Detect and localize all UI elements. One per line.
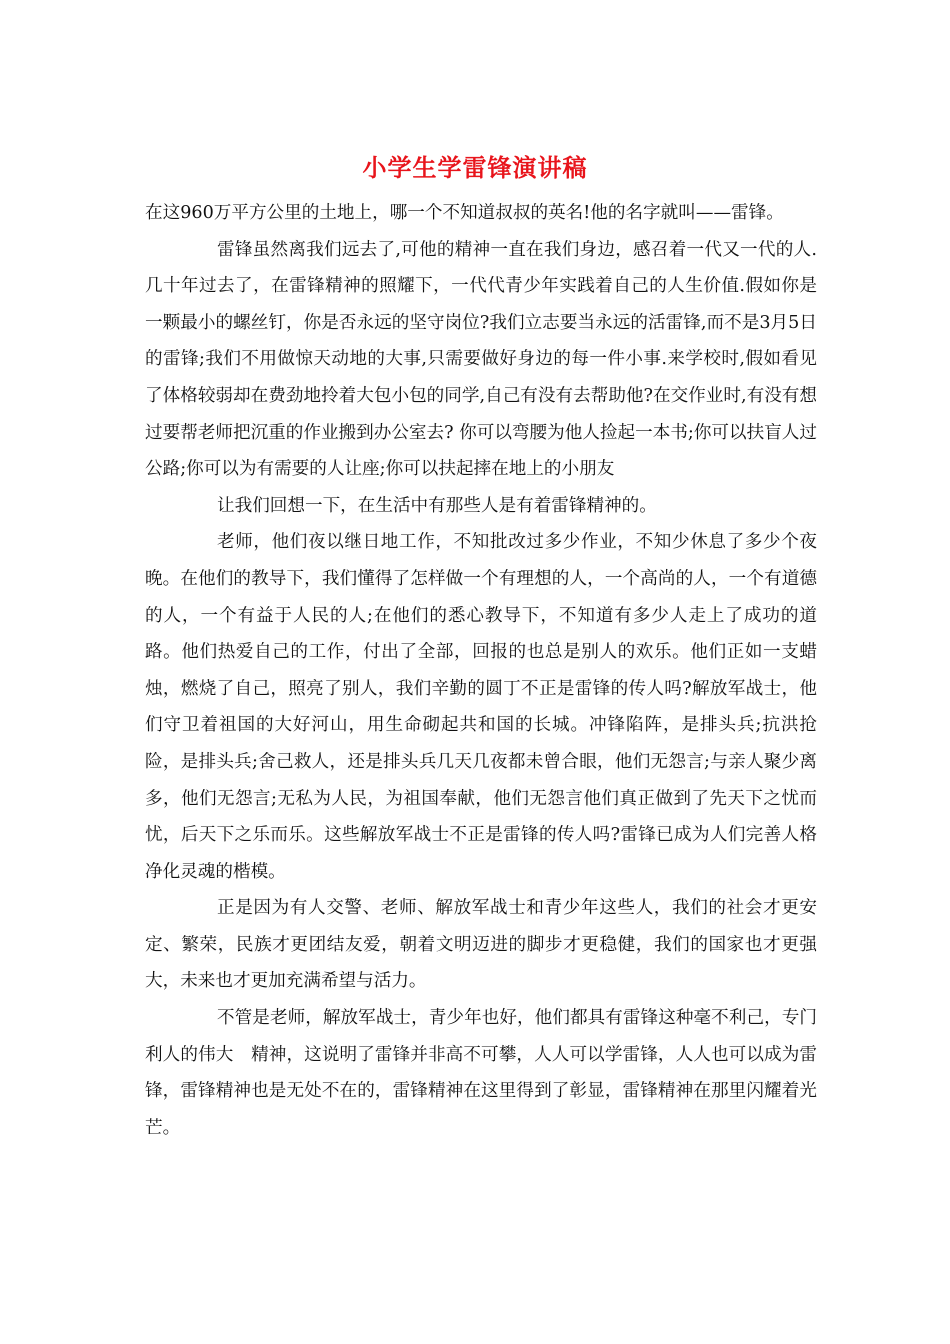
paragraph-recall: 让我们回想一下，在生活中有那些人是有着雷锋精神的。 [217,495,657,516]
document-title: 小学生学雷锋演讲稿 [362,153,588,182]
paragraph-conclusion: 不管是老师，解放军战士，青少年也好，他们都具有雷锋这种毫不利己，专门利人的伟大 精神，这说明了雷锋并非高不可攀，人人可以学雷锋，人人也可以成为雷锋，雷锋精神也是无处不在的，雷锋精神在这里得到了彰显，雷锋精神在那里闪耀着光芒。 [145,1008,817,1138]
paragraph-society: 正是因为有人交警、老师、解放军战士和青少年这些人，我们的社会才更安定、繁荣，民族才更团结友爱，朝着文明迈进的脚步才更稳健，我们的国家也才更强大，未来也才更加充满希望与活力。 [145,898,817,992]
paragraph-intro: 在这960万平方公里的土地上，哪一个不知道叔叔的英名!他的名字就叫——雷锋。 [145,203,784,223]
paragraph-spirit: 雷锋虽然离我们远去了,可他的精神一直在我们身边，感召着一代又一代的人.几十年过去了，在雷锋精神的照耀下，一代代青少年实践着自己的人生价值.假如你是一颗最小的螺丝钉，你是否永远的坚守岗位?我们立志要当永远的活雷锋,而不是3月5日的雷锋;我们不用做惊天动地的大事,只需要做好身边的每一件小事.来学校时,假如看见了体格较弱却在费劲地拎着大包小包的同学,自己有没有去帮助他?在交作业时,有没有想过要帮老师把沉重的作业搬到办公室去? 你可以弯腰为他人捡起一本书;你可以扶盲人过公路;你可以为有需要的人让座;你可以扶起摔在地上的小朋友 [145,239,817,480]
document-body [145,195,817,1146]
paragraph-teachers-soldiers: 老师，他们夜以继日地工作，不知批改过多少作业，不知少休息了多少个夜晚。在他们的教导下，我们懂得了怎样做一个有理想的人，一个高尚的人，一个有道德的人，一个有益于人民的人;在他们的悉心教导下，不知道有多少人走上了成功的道路。他们热爱自己的工作，付出了全部，回报的也总是别人的欢乐。他们正如一支蜡烛，燃烧了自己，照亮了别人，我们辛勤的圆丁不正是雷锋的传人吗?解放军战士，他们守卫着祖国的大好河山，用生命砌起共和国的长城。冲锋陷阵，是排头兵;抗洪抢险，是排头兵;舍己救人，还是排头兵几天几夜都未曾合眼，他们无怨言;与亲人聚少离多，他们无怨言;无私为人民，为祖国奉献，他们无怨言他们真正做到了先天下之忧而忧，后天下之乐而乐。这些解放军战士不正是雷锋的传人吗?雷锋已成为人们完善人格净化灵魂的楷模。 [145,532,817,882]
